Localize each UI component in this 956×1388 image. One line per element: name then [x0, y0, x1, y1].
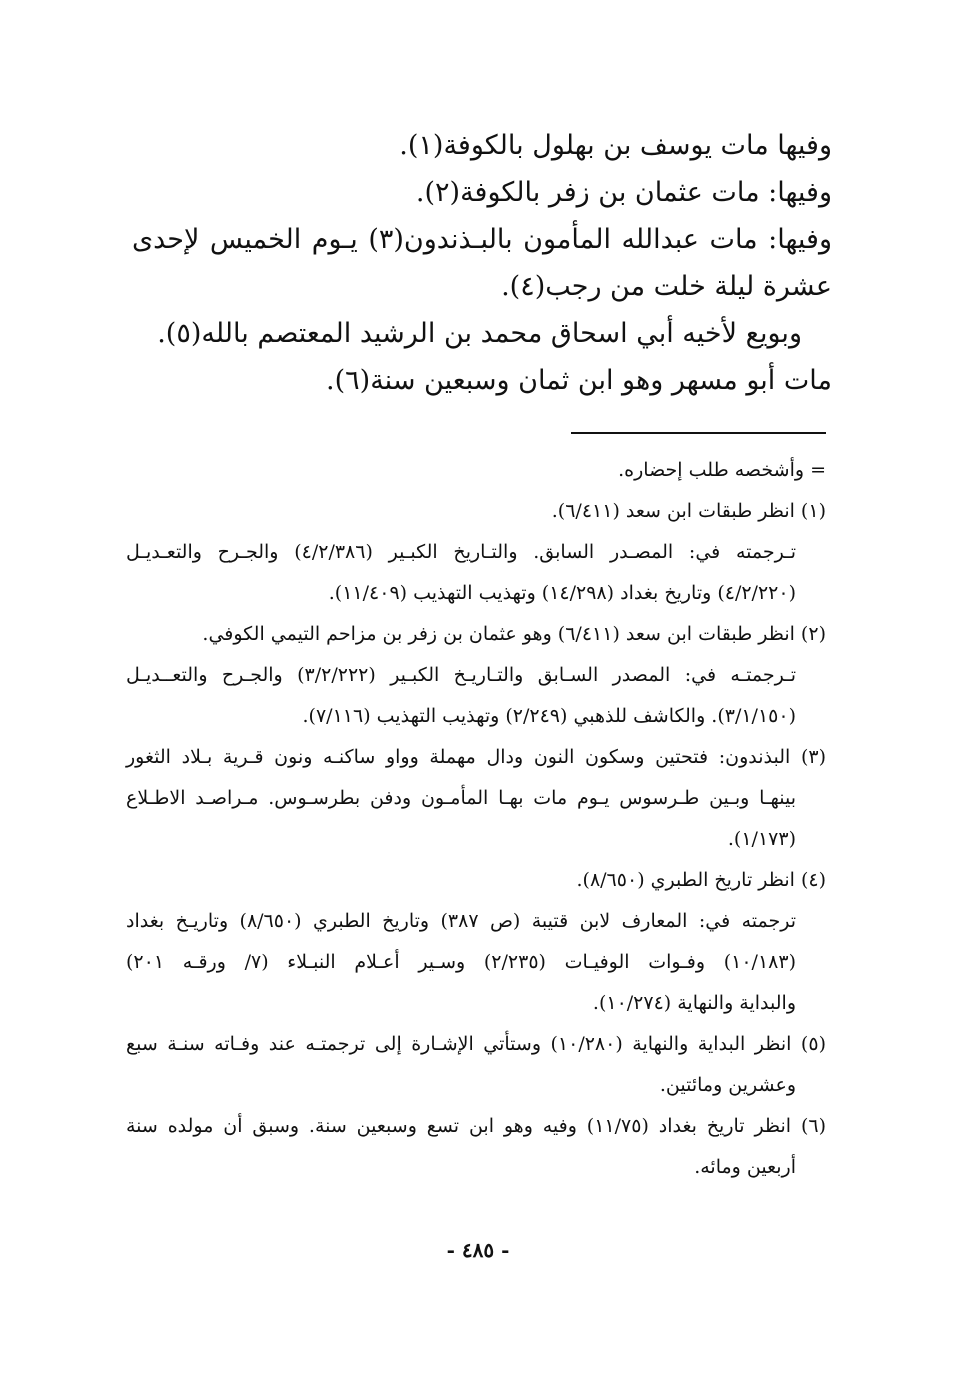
footnote-line: وعشرين ومائتين. — [659, 1074, 796, 1096]
main-line-3: وفيها: مات عبدالله المأمون بالبـذندون(٣) يـوم الخميس لإحدى — [132, 224, 832, 255]
footnote-line: (٣) البذندون: فتحتين وسكون النون ودال مهملة وواو ساكنـه ونون قـرية بـلاد الثغور — [126, 746, 826, 768]
footnote-divider — [571, 432, 826, 434]
footnote-line: (٦) انظر تاريخ بغداد (١١/٧٥) وفيه وهو ابن تسع وسبعين سنة. وسبق أن مولده سنة — [126, 1115, 827, 1137]
footnote-line: (١/١٧٣). — [727, 828, 796, 850]
footnote-line: تـرجمتـه في: المصدر السـابق والتـاريـخ الكبـير (٣/٢/٢٢٢) والجـرح والتعــديـل — [126, 664, 796, 686]
main-line-6: مات أبو مسهر وهو ابن ثمان وسبعين سنة(٦). — [326, 365, 832, 396]
footnote-line: بينهـا وبـين طـرسوس يـوم مات بهـا المأمـون ودفن بطرسـوس. مـراصـد الاطـلاع — [126, 787, 796, 809]
main-line-4: عشرة ليلة خلت من رجب(٤). — [501, 271, 832, 302]
footnote-line: (١) انظر طبقات ابن سعد (٦/٤١١). — [551, 500, 826, 522]
footnote-line: (٥) انظر البداية والنهاية (١٠/٢٨٠) وستأتي الإشـارة إلى ترجمتـه عند وفـاته سنـة سبع — [126, 1033, 826, 1055]
footnote-line: (٣/١/١٥٠). والكاشف للذهبي (٢/٢٤٩) وتهذيب التهذيب (٧/١١٦). — [302, 705, 796, 727]
main-text — [132, 122, 832, 404]
footnote-line: ترجمته في: المعارف لابن قتيبة (ص ٣٨٧) وتاريخ الطبري (٨/٦٥٠) وتاريـخ بغداد — [126, 910, 796, 932]
footnote-line: أربعين ومائه. — [694, 1156, 796, 1178]
footnote-line: = وأشخصه طلب إحضاره. — [618, 459, 826, 481]
main-line-2: وفيها: مات عثمان بن زفر بالكوفة(٢). — [415, 177, 832, 208]
footnote-line: (٢) انظر طبقات ابن سعد (٦/٤١١) وهو عثمان بن زفر بن مزاحم التيمي الكوفي. — [202, 623, 826, 645]
footnote-line: والبداية والنهاية (١٠/٢٧٤). — [592, 992, 796, 1014]
footnote-line: (٤/٢/٢٢٠) وتاريخ بغداد (١٤/٢٩٨) وتهذيب التهذيب (١١/٤٠٩). — [328, 582, 796, 604]
footnote-line: (١٠/١٨٣) وفـوات الوفيـات (٢/٢٣٥) وسـير أعـلام النبـلاء (٧/ ورقـه ٢٠١) — [126, 951, 796, 973]
footnote-line: (٤) انظر تاريخ الطبري (٨/٦٥٠). — [576, 869, 826, 891]
footnote-line: تـرجمته في: المصـدر السابق. والتـاريخ الكبـير (٤/٢/٣٨٦) والجـرح والتعـديـل — [126, 541, 796, 563]
page-number: - ٤٨٥ - — [446, 1238, 510, 1262]
footnotes — [126, 450, 826, 1188]
main-line-1: وفيها مات يوسف بن بهلول بالكوفة(١). — [399, 130, 832, 161]
main-line-5: وبويع لأخيه أبي اسحاق محمد بن الرشيد المعتصم بالله(٥). — [157, 318, 802, 349]
